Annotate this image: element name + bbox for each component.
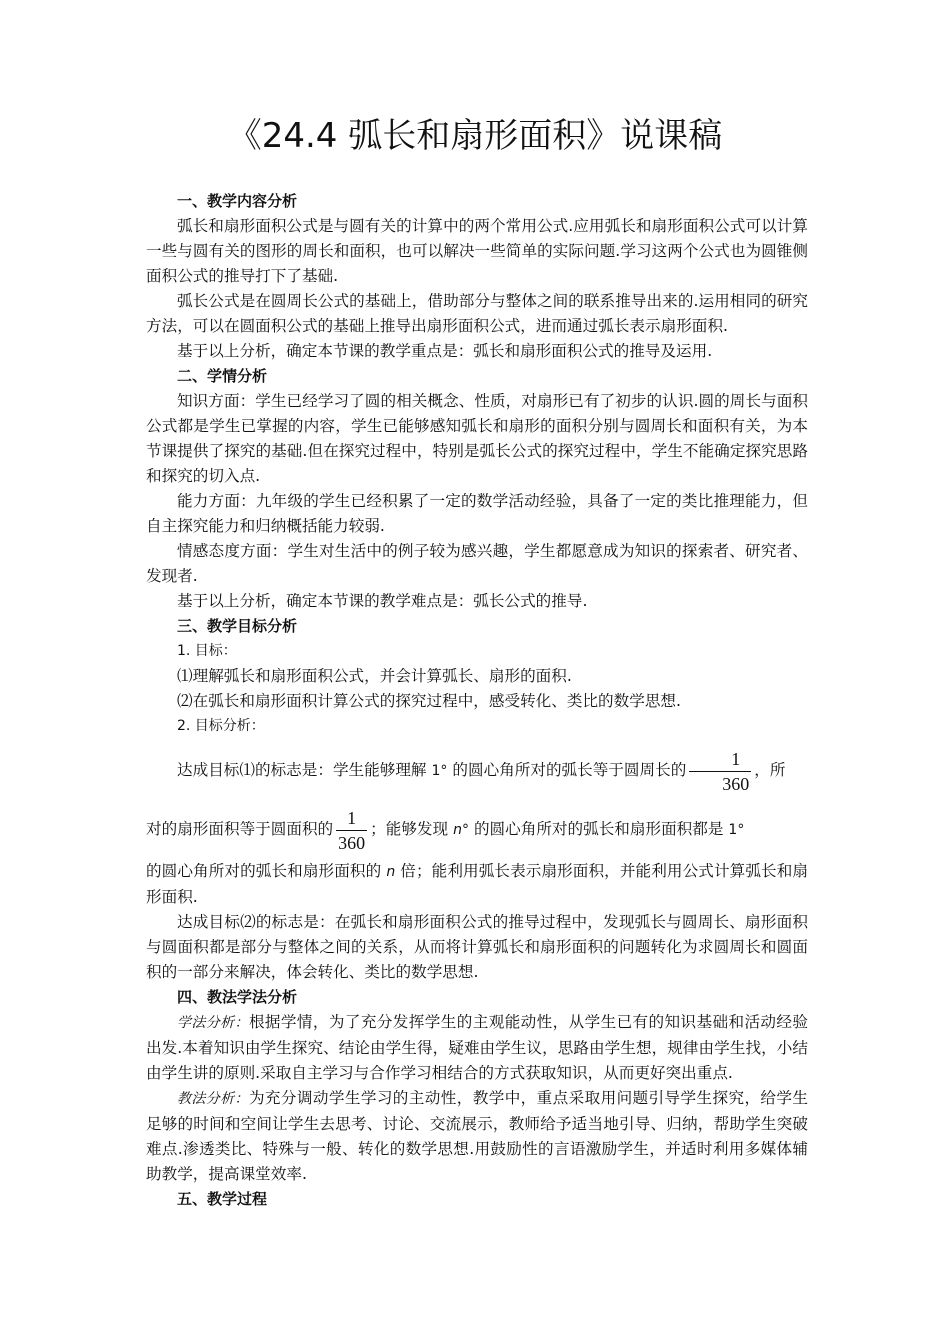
section-heading: 四、教法学法分析 bbox=[177, 988, 298, 1006]
paragraph: 情感态度方面：学生对生活中的例子较为感兴趣，学生都愿意成为知识的探索者、研究者、发现者. bbox=[146, 542, 808, 585]
paragraph: 基于以上分析，确定本节课的教学难点是：弧长公式的推导. bbox=[177, 592, 588, 610]
fraction: $\frac{1}{360}$ bbox=[689, 747, 751, 796]
paragraph: 知识方面：学生已经学习了圆的相关概念、性质，对扇形已有了初步的认识.圆的周长与面积公式都是学生已掌握的内容，学生已能够感知弧长和扇形的面积分别与圆周长和面积有关，为本节课提供了探究的基础.但在探究过程中，特别是弧长公式的探究过程中，学生不能确定探究思路和探究的切入点. bbox=[146, 392, 808, 485]
subheading: 1. 目标： bbox=[177, 643, 237, 659]
paragraph: 能力方面：九年级的学生已经积累了一定的数学活动经验，具备了一定的类比推理能力，但自主探究能力和归纳概括能力较弱. bbox=[146, 492, 808, 535]
paragraph: 学法分析：根据学情，为了充分发挥学生的主观能动性，从学生已有的知识基础和活动经验出发.本着知识由学生探究、结论由学生得，疑难由学生议，思路由学生想，规律由学生找，小结由学生讲的原则.采取自主学习与合作学习相结合的方式获取知识，从而更好突出重点. bbox=[146, 1013, 808, 1082]
section-heading: 五、教学过程 bbox=[177, 1190, 268, 1208]
goal-item: ⑵在弧长和扇形面积计算公式的探究过程中，感受转化、类比的数学思想. bbox=[177, 692, 681, 710]
paragraph: 弧长公式是在圆周长公式的基础上，借助部分与整体之间的联系推导出来的.运用相同的研究方法，可以在圆面积公式的基础上推导出扇形面积公式，进而通过弧长表示扇形面积. bbox=[146, 292, 808, 335]
inline-label: 教法分析： bbox=[177, 1091, 249, 1107]
subheading: 2. 目标分析： bbox=[177, 718, 265, 734]
inline-label: 学法分析： bbox=[177, 1015, 249, 1031]
goal-item: ⑴理解弧长和扇形面积公式，并会计算弧长、扇形的面积. bbox=[177, 667, 572, 685]
paragraph: 教法分析：为充分调动学生学习的主动性，教学中，重点采取用问题引导学生探究，给学生足够的时间和空间让学生去思考、讨论、交流展示，教师给予适当地引导、归纳，帮助学生突破难点.渗透类比、特殊与一般、转化的数学思想.用鼓励性的言语激励学生，并适时利用多媒体辅助教学，提高课堂效率. bbox=[146, 1089, 808, 1183]
paragraph: 达成目标⑵的标志是：在弧长和扇形面积公式的推导过程中，发现弧长与圆周长、扇形面积与圆面积都是部分与整体之间的关系，从而将计算弧长和扇形面积的问题转化为求圆周长和圆面积的一部分来解决，体会转化、类比的数学思想. bbox=[146, 913, 808, 981]
paragraph: 弧长和扇形面积公式是与圆有关的计算中的两个常用公式.应用弧长和扇形面积公式可以计算一些与圆有关的图形的周长和面积，也可以解决一些简单的实际问题.学习这两个公式也为圆锥侧面积公式的推导打下了基础. bbox=[146, 217, 808, 285]
page-title: 《24.4 弧长和扇形面积》说课稿 bbox=[227, 116, 723, 156]
section-heading: 二、学情分析 bbox=[177, 367, 268, 385]
fraction: $\frac{1}{360}$ bbox=[338, 807, 366, 853]
goal-analysis-paragraph: 达成目标⑴的标志是：学生能够理解 1° 的圆心角所对的弧长等于圆周长的 $\frac{1}{360}$ ，所 对的扇形面积等于圆面积的 $\frac{1}{360}$ ；能够发现 n° 的圆心角所对的弧长和扇形面积都是 1° 的圆心角所对的弧长和扇形面积的 n 倍；能利用弧长表示扇形面积，并能利用公式计算弧长和扇形面积. bbox=[146, 748, 808, 906]
document-body bbox=[146, 189, 808, 1212]
paragraph: 基于以上分析，确定本节课的教学重点是：弧长和扇形面积公式的推导及运用. bbox=[177, 342, 713, 360]
section-heading: 一、教学内容分析 bbox=[177, 192, 298, 210]
section-heading: 三、教学目标分析 bbox=[177, 617, 298, 635]
